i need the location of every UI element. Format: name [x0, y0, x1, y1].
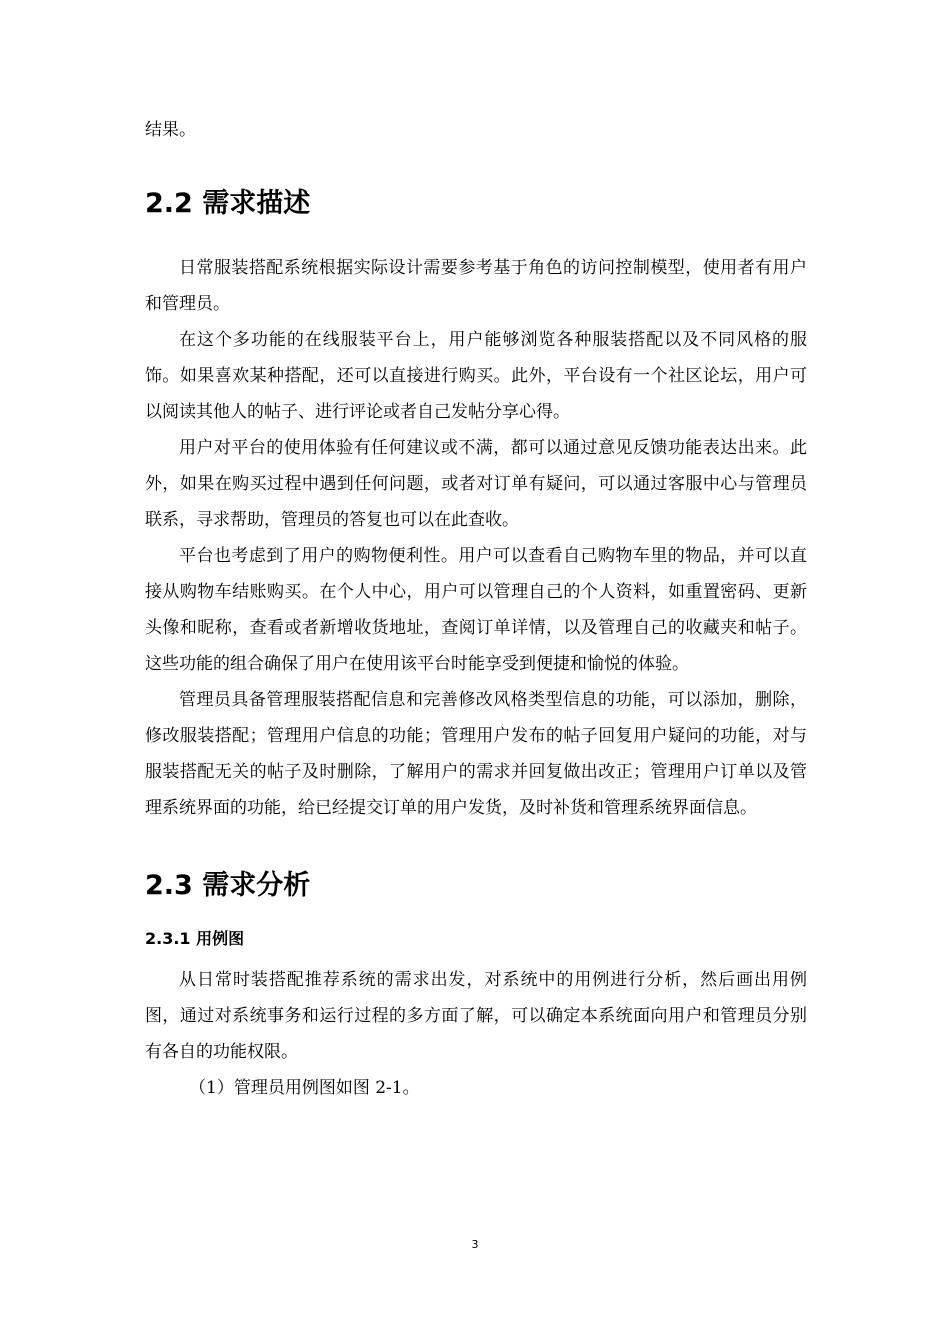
section-heading-2-3: 2.3 需求分析	[145, 870, 311, 901]
paragraph-roles: 日常服装搭配系统根据实际设计需要参考基于角色的访问控制模型，使用者有用户和管理员。	[145, 258, 807, 314]
lead-text: 结果。	[145, 120, 196, 140]
section-heading-2-2: 2.2 需求描述	[145, 188, 311, 219]
paragraph-shopping-convenience: 平台也考虑到了用户的购物便利性。用户可以查看自己购物车里的物品，并可以直接从购物车结账购买。在个人中心，用户可以管理自己的个人资料，如重置密码、更新头像和昵称，查看或者新增收货地址，查阅订单详情，以及管理自己的收藏夹和帖子。这些功能的组合确保了用户在使用该平台时能享受到便捷和愉悦的体验。	[145, 546, 807, 674]
paragraph-use-case-intro: 从日常时装搭配推荐系统的需求出发，对系统中的用例进行分析，然后画出用例图，通过对系统事务和运行过程的多方面了解，可以确定本系统面向用户和管理员分别有各自的功能权限。	[145, 970, 807, 1062]
paragraph-platform-features: 在这个多功能的在线服装平台上，用户能够浏览各种服装搭配以及不同风格的服饰。如果喜欢某种搭配，还可以直接进行购买。此外，平台设有一个社区论坛，用户可以阅读其他人的帖子、进行评论或者自己发帖分享心得。	[145, 330, 807, 422]
paragraph-feedback: 用户对平台的使用体验有任何建议或不满，都可以通过意见反馈功能表达出来。此外，如果在购买过程中遇到任何问题，或者对订单有疑问，可以通过客服中心与管理员联系，寻求帮助，管理员的答复也可以在此查收。	[145, 438, 807, 530]
paragraph-admin-functions: 管理员具备管理服装搭配信息和完善修改风格类型信息的功能，可以添加，删除，修改服装搭配；管理用户信息的功能；管理用户发布的帖子回复用户疑问的功能，对与服装搭配无关的帖子及时删除，了解用户的需求并回复做出改正；管理用户订单以及管理系统界面的功能，给已经提交订单的用户发货，及时补货和管理系统界面信息。	[145, 690, 807, 818]
subsection-heading-2-3-1: 2.3.1 用例图	[145, 929, 245, 948]
list-item-admin-use-case: （1）管理员用例图如图 2-1。	[189, 1078, 420, 1098]
page-content	[145, 112, 807, 1106]
page-number: 3	[471, 1238, 479, 1251]
